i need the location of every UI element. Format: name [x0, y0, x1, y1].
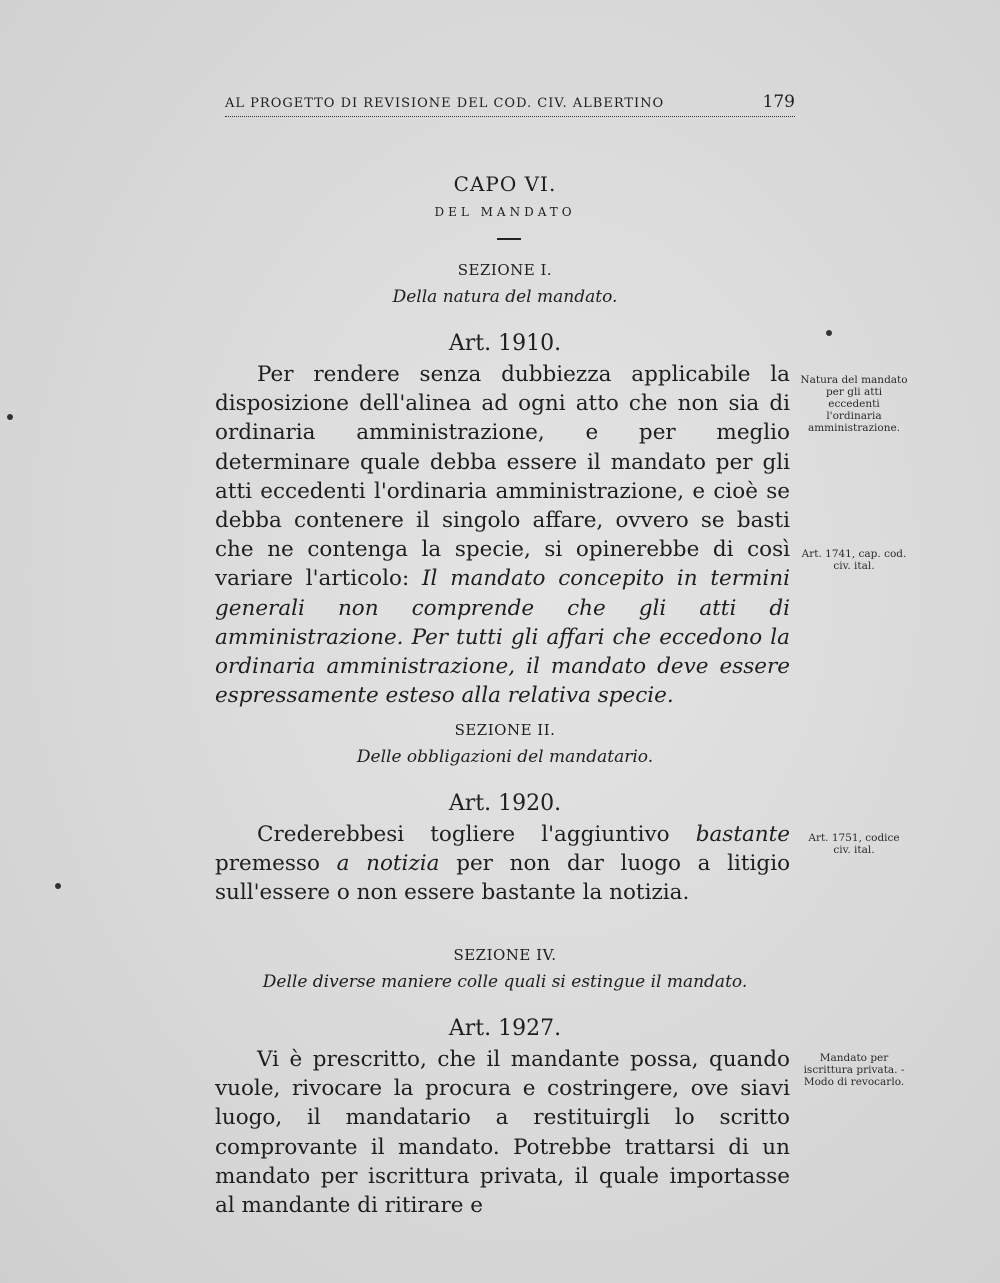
- chapter-title: CAPO VI.: [453, 172, 557, 196]
- page-number: 179: [762, 92, 795, 112]
- article-heading: Art. 1927.: [448, 1016, 562, 1041]
- paragraph-text: per non dar luogo a litigio sull'essere o non essere bastante la notizia.: [215, 851, 791, 906]
- article-paragraph: [215, 360, 790, 710]
- article-paragraph: [215, 820, 790, 908]
- paragraph-italic-text: Il mandato concepito in termini generali non comprende che gli atti di amministrazione. Per tutti gli affari che eccedono la ordinaria amministrazione, il mandato deve essere espressamente esteso alla relativa specie.: [215, 566, 790, 709]
- section-label: SEZIONE II.: [454, 721, 556, 739]
- running-header: [225, 92, 795, 112]
- running-title: AL PROGETTO DI REVISIONE DEL COD. CIV. ALBERTINO: [225, 96, 665, 111]
- chapter-divider: [497, 238, 521, 240]
- section-title: Delle obbligazioni del mandatario.: [356, 747, 654, 767]
- paragraph-text: Crederebbesi togliere l'aggiuntivo: [257, 822, 670, 847]
- section-title: Delle diverse maniere colle quali si estingue il mandato.: [262, 972, 748, 992]
- section-label: SEZIONE I.: [457, 261, 553, 279]
- paragraph-text: Per rendere senza dubbiezza applicabile la disposizione dell'alinea ad ogni atto che non sia di ordinaria amministrazione, e per meglio determinare quale debba essere il mandato per gli atti eccedenti l'ordinaria amministrazione, e cioè se debba contenere il singolo affare, ovvero se basti che ne contenga la specie, si opinerebbe di così variare l'articolo:: [215, 362, 790, 592]
- section-label: SEZIONE IV.: [453, 946, 557, 964]
- margin-note: Mandato per iscrittura privata. - Modo di revocarlo.: [803, 1052, 905, 1088]
- margin-note: Natura del mandato per gli atti eccedenti l'ordinaria amministrazione.: [800, 374, 908, 434]
- paragraph-italic-text: a notizia: [336, 851, 440, 877]
- margin-note: Art. 1741, cap. cod. civ. ital.: [801, 548, 907, 572]
- article-heading: Art. 1920.: [448, 791, 562, 816]
- paragraph-text: Vi è prescritto, che il mandante possa, quando vuole, rivocare la procura e costringere, ove siavi luogo, il mandatario a restituirgli lo scritto comprovante il mandato. Potrebbe trattarsi di un mandato per iscrittura privata, il quale importasse al mandante di ritirare e: [215, 1047, 790, 1219]
- header-rule: [225, 116, 795, 117]
- paragraph-text: premesso: [215, 851, 320, 877]
- article-paragraph: [215, 1045, 790, 1220]
- section-title: Della natura del mandato.: [392, 287, 618, 307]
- chapter-subtitle: DEL MANDATO: [434, 205, 576, 219]
- article-heading: Art. 1910.: [448, 331, 562, 356]
- scan-speck: [55, 883, 61, 889]
- scan-speck: [7, 414, 13, 420]
- margin-note: Art. 1751, codice civ. ital.: [808, 832, 900, 856]
- scan-speck: [826, 330, 832, 336]
- paragraph-italic-text: bastante: [695, 822, 790, 847]
